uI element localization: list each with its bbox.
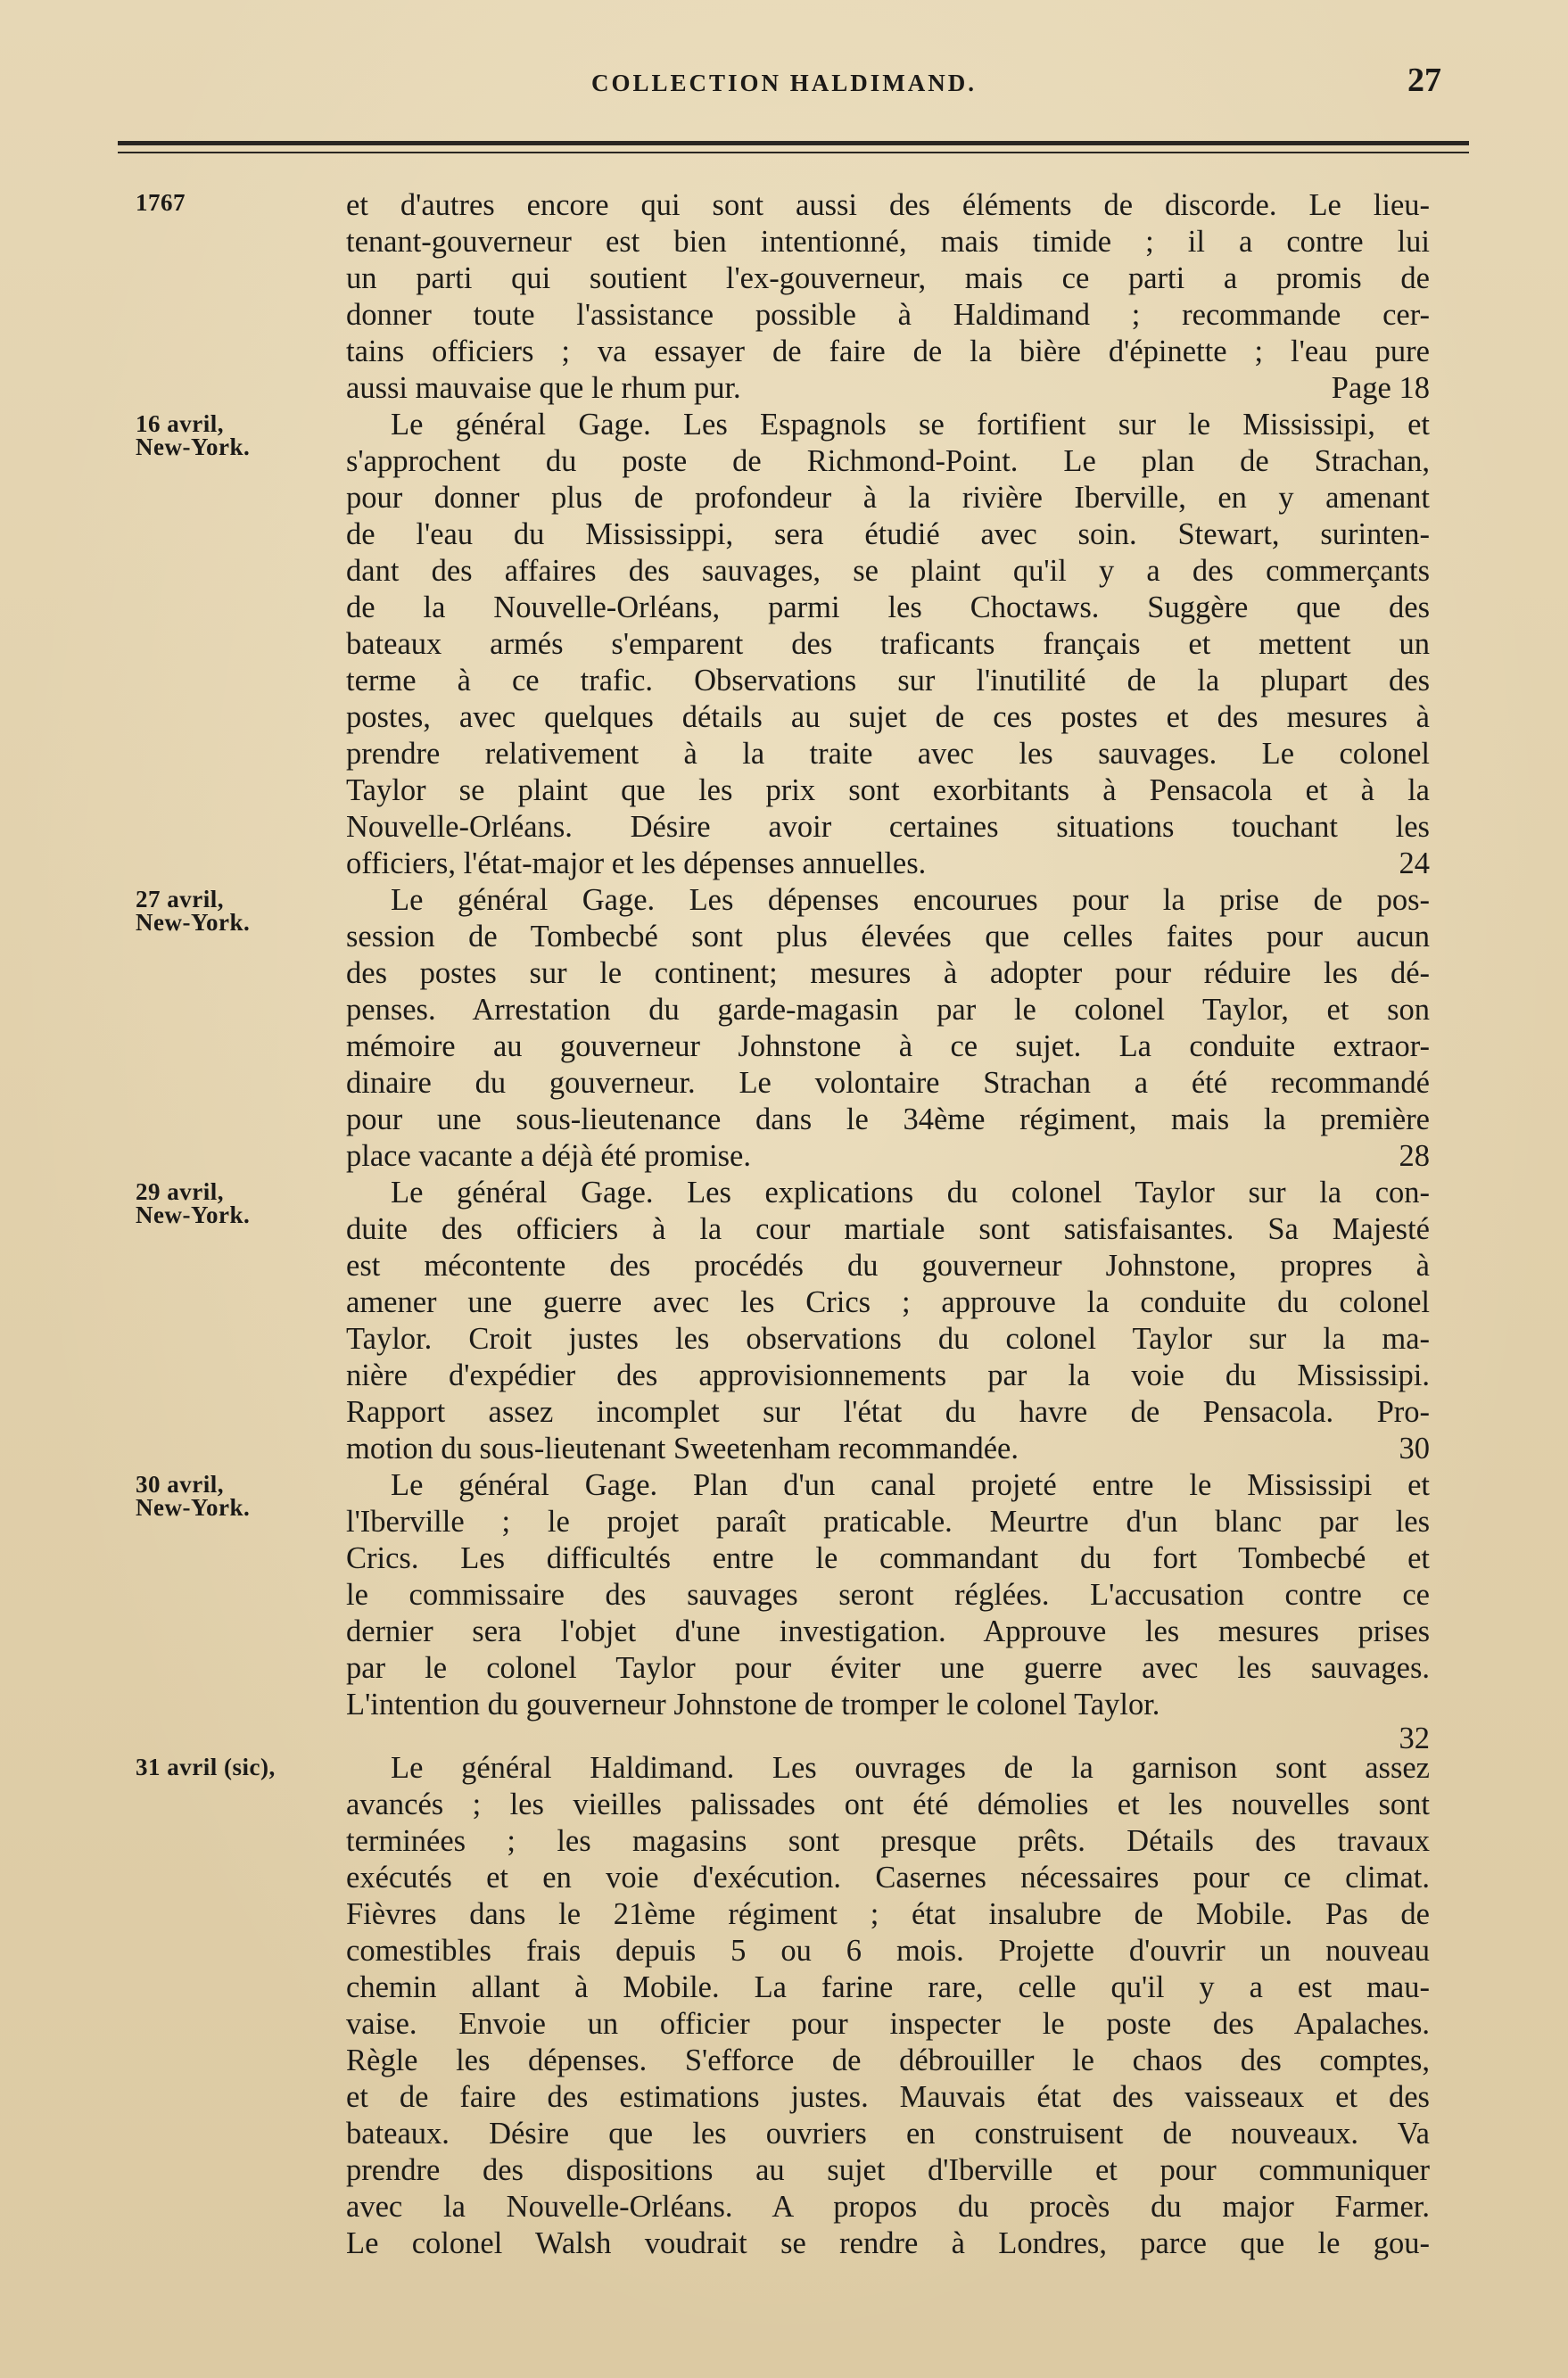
text-line: prendre des dispositions au sujet d'Iberville et pour communiquer bbox=[346, 2153, 1430, 2187]
margin-date-line: 1767 bbox=[136, 189, 186, 216]
text-line: prendre relativement à la traite avec les sauvages. Le colonel bbox=[346, 737, 1430, 771]
margin-date-line: 16 avril, bbox=[136, 410, 224, 437]
text-line: avec la Nouvelle-Orléans. A propos du procès du major Farmer. bbox=[346, 2190, 1430, 2224]
margin-date-line: New-York. bbox=[136, 909, 251, 936]
text-line: Le général Haldimand. Les ouvrages de la garnison sont assez bbox=[391, 1751, 1430, 1785]
text-line: Le général Gage. Plan d'un canal projeté entre le Mississipi et bbox=[391, 1468, 1430, 1502]
text-line: dant des affaires des sauvages, se plaint qu'il y a des commerçants bbox=[346, 554, 1430, 588]
text-line: tains officiers ; va essayer de faire de la bière d'épinette ; l'eau pure bbox=[346, 334, 1430, 368]
text-line: penses. Arrestation du garde-magasin par le colonel Taylor, et son bbox=[346, 993, 1430, 1027]
text-line: tenant-gouverneur est bien intentionné, mais timide ; il a contre lui bbox=[346, 225, 1430, 259]
text-line: bateaux. Désire que les ouvriers en construisent de nouveaux. Va bbox=[346, 2117, 1430, 2151]
text-line: officiers, l'état-major et les dépenses annuelles. bbox=[346, 846, 927, 880]
text-line: et d'autres encore qui sont aussi des éléments de discorde. Le lieu- bbox=[346, 188, 1430, 222]
text-line: pour donner plus de profondeur à la rivière Iberville, en y amenant bbox=[346, 481, 1430, 515]
text-line: avancés ; les vieilles palissades ont été démolies et les nouvelles sont bbox=[346, 1788, 1430, 1821]
page-reference-line bbox=[346, 1723, 1430, 1754]
margin-date bbox=[136, 1180, 314, 1226]
text-line: Le général Gage. Les dépenses encourues pour la prise de pos- bbox=[391, 883, 1430, 917]
margin-date bbox=[136, 1755, 314, 1779]
entry-text bbox=[346, 1175, 1430, 1467]
text-line: Taylor. Croit justes les observations du colonel Taylor sur la ma- bbox=[346, 1322, 1430, 1356]
text-line: un parti qui soutient l'ex-gouverneur, mais ce parti a promis de bbox=[346, 261, 1430, 295]
margin-date-line: 27 avril, bbox=[136, 886, 224, 912]
page-reference: 24 bbox=[1399, 846, 1430, 880]
entry-text bbox=[346, 882, 1430, 1175]
text-line: est mécontente des procédés du gouverneur Johnstone, propres à bbox=[346, 1249, 1430, 1283]
margin-date-line: New-York. bbox=[136, 1494, 251, 1521]
margin-date-line: New-York. bbox=[136, 1201, 251, 1228]
margin-date bbox=[136, 412, 314, 458]
text-line: et de faire des estimations justes. Mauvais état des vaisseaux et des bbox=[346, 2080, 1430, 2114]
text-line: dinaire du gouverneur. Le volontaire Strachan a été recommandé bbox=[346, 1066, 1430, 1100]
text-line-last bbox=[346, 1687, 1430, 1723]
text-line: de la Nouvelle-Orléans, parmi les Choctaws. Suggère que des bbox=[346, 590, 1430, 624]
text-line: Fièvres dans le 21ème régiment ; état insalubre de Mobile. Pas de bbox=[346, 1897, 1430, 1931]
text-line: comestibles frais depuis 5 ou 6 mois. Projette d'ouvrir un nouveau bbox=[346, 1934, 1430, 1968]
text-line-last bbox=[346, 1138, 1430, 1175]
text-line: de l'eau du Mississippi, sera étudié avec soin. Stewart, surinten- bbox=[346, 517, 1430, 551]
text-line: terminées ; les magasins sont presque prêts. Détails des travaux bbox=[346, 1824, 1430, 1858]
entry-text bbox=[346, 187, 1430, 407]
text-line: chemin allant à Mobile. La farine rare, celle qu'il y a est mau- bbox=[346, 1970, 1430, 2004]
text-line: s'approchent du poste de Richmond-Point. Le plan de Strachan, bbox=[346, 444, 1430, 478]
margin-date-line: 31 avril (sic), bbox=[136, 1754, 276, 1780]
page-reference: 28 bbox=[1399, 1139, 1430, 1173]
text-line: nière d'expédier des approvisionnements par la voie du Mississipi. bbox=[346, 1358, 1430, 1392]
header-rule-thin bbox=[118, 152, 1469, 153]
text-line: Taylor se plaint que les prix sont exorbitants à Pensacola et à la bbox=[346, 773, 1430, 807]
text-line: exécutés et en voie d'exécution. Casernes nécessaires pour ce climat. bbox=[346, 1861, 1430, 1895]
text-line: pour une sous-lieutenance dans le 34ème régiment, mais la première bbox=[346, 1102, 1430, 1136]
page-number: 27 bbox=[1407, 62, 1441, 99]
text-line: donner toute l'assistance possible à Haldimand ; recommande cer- bbox=[346, 298, 1430, 332]
text-line: par le colonel Taylor pour éviter une guerre avec les sauvages. bbox=[346, 1651, 1430, 1685]
text-line: Rapport assez incomplet sur l'état du havre de Pensacola. Pro- bbox=[346, 1395, 1430, 1429]
margin-date bbox=[136, 1473, 314, 1519]
text-line: le commissaire des sauvages seront réglées. L'accusation contre ce bbox=[346, 1578, 1430, 1612]
text-line: place vacante a déjà été promise. bbox=[346, 1139, 751, 1173]
text-line-last bbox=[346, 370, 1430, 407]
text-line: duite des officiers à la cour martiale sont satisfaisantes. Sa Majesté bbox=[346, 1212, 1430, 1246]
margin-date-line: 29 avril, bbox=[136, 1178, 224, 1205]
page-reference: Page 18 bbox=[1331, 371, 1430, 405]
text-line-last bbox=[346, 846, 1430, 882]
margin-date bbox=[136, 888, 314, 934]
entry-text bbox=[346, 1467, 1430, 1754]
text-line: aussi mauvaise que le rhum pur. bbox=[346, 371, 741, 405]
margin-date-line: 30 avril, bbox=[136, 1471, 224, 1498]
text-line-last bbox=[346, 1431, 1430, 1467]
text-line: Le général Gage. Les explications du colonel Taylor sur la con- bbox=[391, 1176, 1430, 1210]
text-line: postes, avec quelques détails au sujet de ces postes et des mesures à bbox=[346, 700, 1430, 734]
text-line: amener une guerre avec les Crics ; approuve la conduite du colonel bbox=[346, 1285, 1430, 1319]
margin-date bbox=[136, 191, 314, 214]
text-line: mémoire au gouverneur Johnstone à ce sujet. La conduite extraor- bbox=[346, 1029, 1430, 1063]
text-line: terme à ce trafic. Observations sur l'inutilité de la plupart des bbox=[346, 664, 1430, 698]
text-line: Nouvelle-Orléans. Désire avoir certaines situations touchant les bbox=[346, 810, 1430, 844]
running-title: COLLECTION HALDIMAND. bbox=[590, 70, 978, 96]
text-line: L'intention du gouverneur Johnstone de tromper le colonel Taylor. bbox=[346, 1688, 1160, 1722]
text-line: des postes sur le continent; mesures à adopter pour réduire les dé- bbox=[346, 956, 1430, 990]
text-line: motion du sous-lieutenant Sweetenham recommandée. bbox=[346, 1432, 1019, 1466]
entry-text bbox=[346, 407, 1430, 882]
entry-text bbox=[346, 1750, 1430, 2262]
header-rule-thick bbox=[118, 141, 1469, 145]
text-line: session de Tombecbé sont plus élevées que celles faites pour aucun bbox=[346, 920, 1430, 954]
page-reference: 32 bbox=[1399, 1722, 1430, 1755]
text-line: Le colonel Walsh voudrait se rendre à Londres, parce que le gou- bbox=[346, 2226, 1430, 2260]
text-line: Règle les dépenses. S'efforce de débrouiller le chaos des comptes, bbox=[346, 2044, 1430, 2077]
margin-date-line: New-York. bbox=[136, 433, 251, 460]
text-line: l'Iberville ; le projet paraît praticable. Meurtre d'un blanc par les bbox=[346, 1505, 1430, 1539]
page-reference: 30 bbox=[1399, 1432, 1430, 1466]
text-line: bateaux armés s'emparent des traficants français et mettent un bbox=[346, 627, 1430, 661]
text-line: vaise. Envoie un officier pour inspecter le poste des Apalaches. bbox=[346, 2007, 1430, 2041]
text-line: Le général Gage. Les Espagnols se fortifient sur le Mississipi, et bbox=[391, 408, 1430, 442]
text-line: Crics. Les difficultés entre le commandant du fort Tombecbé et bbox=[346, 1541, 1430, 1575]
text-line: dernier sera l'objet d'une investigation. Approuve les mesures prises bbox=[346, 1614, 1430, 1648]
